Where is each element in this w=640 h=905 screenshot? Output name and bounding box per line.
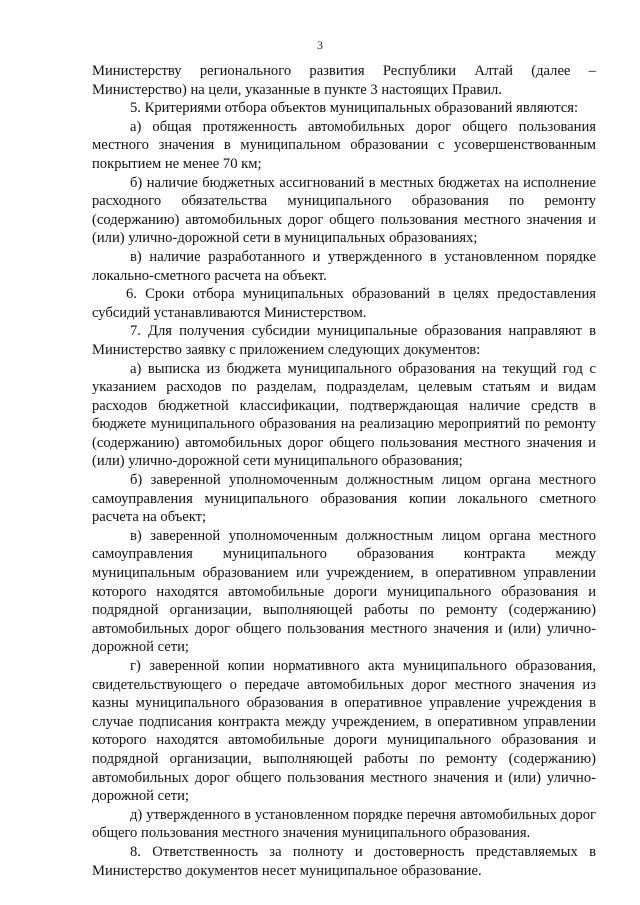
paragraph-7d: д) утвержденного в установленном порядке перечня автомобильных дорог общего пользования местного значения муниципального образования. [92, 806, 596, 842]
paragraph-5: 5. Критериями отбора объектов муниципальных образований являются: [130, 100, 579, 117]
paragraph-5a: а) общая протяженность автомобильных дорог общего пользования местного значения в муниципальном образовании с усовершенствованным покрытием не менее 70 км; [92, 118, 596, 172]
paragraph-7g: г) заверенной копии нормативного акта муниципального образования, свидетельствующего о передаче автомобильных дорог местного значения из казны муниципального образования в оперативное управление учреждения в случае подписания контракта между учреждением, в оперативном управлении которого находятся автомобильные дороги муниципального образования и подрядной организации, выполняющей работы по ремонту (содержанию) автомобильных дорог общего пользования местного значения и (или) улично-дорожной сети; [92, 658, 596, 805]
paragraph-intro: Министерству регионального развития Республики Алтай (далее – Министерство) на цели, указанные в пункте 3 настоящих Правил. [92, 63, 596, 98]
document-body [92, 62, 596, 880]
paragraph-7b: б) заверенной уполномоченным должностным лицом органа местного самоуправления муниципального образования копии локального сметного расчета на объект; [92, 472, 596, 526]
paragraph-8: 8. Ответственность за полноту и достоверность представляемых в Министерство документов несет муниципальное образование. [92, 843, 596, 879]
paragraph-6: 6. Сроки отбора муниципальных образований в целях предоставления субсидий устанавливаются Министерством. [92, 286, 596, 321]
page-number: 3 [317, 38, 323, 52]
paragraph-7v: в) заверенной уполномоченным должностным лицом органа местного самоуправления муниципального образования контракта между муниципальным образованием или учреждением, в оперативном управлении которого находятся автомобильные дороги муниципального образования и подрядной организации, выполняющей работы по ремонту (содержанию) автомобильных дорог общего пользования местного значения и (или) улично-дорожной сети; [92, 527, 596, 656]
paragraph-5v: в) наличие разработанного и утвержденного в установленном порядке локально-сметного расчета на объект. [92, 248, 596, 284]
paragraph-5b: б) наличие бюджетных ассигнований в местных бюджетах на исполнение расходного обязательства муниципального образования по ремонту (содержанию) автомобильных дорог общего пользования местного значения и (или) улично-дорожной сети в муниципальных образованиях; [92, 174, 596, 247]
paragraph-7: 7. Для получения субсидии муниципальные образования направляют в Министерство заявку с приложением следующих документов: [92, 323, 596, 358]
paragraph-7a: а) выписка из бюджета муниципального образования на текущий год с указанием расходов по разделам, подразделам, целевым статьям и видам расходов бюджетной классификации, подтверждающая наличие средств в бюджете муниципального образования на реализацию мероприятий по ремонту (содержанию) автомобильных дорог общего пользования местного значения и (или) улично-дорожной сети муниципального образования; [92, 360, 596, 470]
